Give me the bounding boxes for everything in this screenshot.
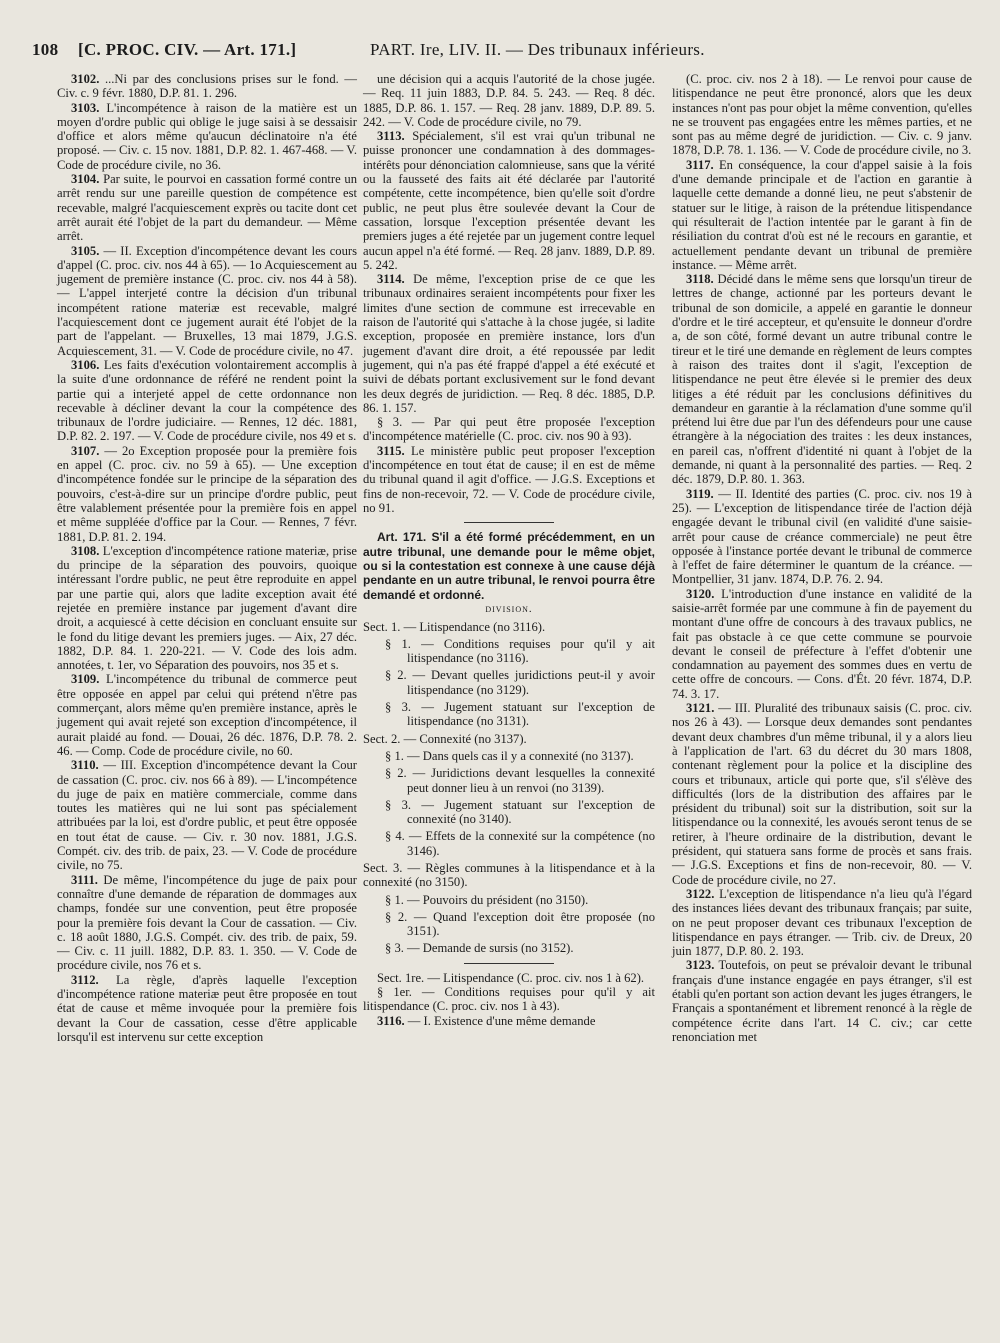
toc-section: Sect. 2. — Connexité (no 3137). [363, 731, 527, 746]
paragraph: 3114. De même, l'exception prise de ce que les tribunaux ordinaires seraient incompétents pour fixer les limites d'une section de commune est irrecevable en raison de l'autorité qui s'attache à la chose jugée, si ladite exception, proposée en première instance, lors d'un jugement d'avant dire droit, a été repoussée par ledit jugement, qui n'a pas été frappé d'appel a été exécuté et suivi de débats portant exclusivement sur le fond devant les deux degrés de juridiction. — Req. 8 déc. 1885, D.P. 86. 1. 157. [363, 272, 655, 415]
paragraph-number: 3122. [686, 886, 715, 901]
paragraph-number: 3108. [71, 543, 100, 558]
toc-section: Sect. 1. — Litispendance (no 3116). [363, 619, 546, 634]
paragraph: 3111. De même, l'incompétence du juge de paix pour connaître d'une demande de réparation de dommages aux champs, fondée sur une convention, peut être proposée pour la première fois devant la Cour de cassation. — Civ. c. 18 août 1880, J.G.S. Compét. civ. des trib. de paix, 59. — Civ. c. 11 juill. 1882, D.P. 83. 1. 350. — V. Code de procédure civile, nos 76 et s. [57, 872, 357, 973]
header-left-title: [C. PROC. CIV. — Art. 171.] [78, 40, 297, 59]
paragraph-number: 3105. [71, 243, 100, 258]
paragraph: 3105. — II. Exception d'incompétence devant les cours d'appel (C. proc. civ. nos 44 à 65). — 1o Acquiescement au jugement de première instance (C. proc. civ. nos 44 à 58). — L'appel interjeté contre la décision d'un tribunal incompétent ratione materiæ est recevable, malgré l'acquiescement dont ce jugement aurait été l'objet de la part de l'appelant. — Bruxelles, 13 mai 1879, J.G.S. Acquiescement, 31. — V. Code de procédure civile, no 47. [57, 243, 357, 358]
toc-subsection: § 1. — Dans quels cas il y a connexité (no 3137). [385, 748, 634, 763]
toc-subsection: § 3. — Demande de sursis (no 3152). [385, 941, 574, 956]
paragraph: 3109. L'incompétence du tribunal de commerce peut être opposée en appel par celui qui prétend n'être pas commerçant, alors même qu'en première instance, après le jugement qui avait rejeté son exception d'incompétence, il aurait plaidé au fond. — Douai, 26 déc. 1876, D.P. 78. 2. 46. — Comp. Code de procédure civile, no 60. [57, 672, 357, 758]
paragraph: 3123. Toutefois, on peut se prévaloir devant le tribunal français d'une instance engagée en pays étranger, s'il est établi qu'en portant son action devant les juges étrangers, le Français a spontanément et librement renoncé à la règle de compétence écrite dans l'art. 14 C. civ.; car cette renonciation met [672, 958, 972, 1044]
division-table-of-contents [363, 620, 655, 956]
paragraph: 3106. Les faits d'exécution volontairement accomplis à la suite d'une ordonnance de référé ne rendent point la partie qui a interjeté appel de cette ordonnance non recevable à décliner devant la cour la compétence des tribunaux de l'ordre judiciaire. — Rennes, 12 déc. 1881, D.P. 82. 2. 197. — V. Code de procédure civile, nos 49 et s. [57, 357, 357, 444]
paragraph: Sect. 1re. — Litispendance (C. proc. civ. nos 1 à 62). [377, 970, 645, 985]
paragraph-number: 3106. [71, 357, 100, 372]
section-rule [464, 522, 554, 523]
paragraph: 3120. L'introduction d'une instance en validité de la saisie-arrêt formée par une commune à fin de payement du montant d'une offre de concours à des travaux publics, ne fait pas obstacle à ce que cette commune se pourvoie devant le conseil de préfecture à l'effet d'obtenir une condamnation au payement des sommes dues en vertu de cette offre de concours. — Cons. d'Ét. 20 févr. 1874, D.P. 74. 3. 17. [672, 586, 972, 701]
paragraph: 3108. L'exception d'incompétence ratione materiæ, prise du principe de la séparation des pouvoirs, quoique intéressant l'ordre public, ne peut être reproduite en appel par une partie qui, alors que ladite exception avait été rejetée en première instance par jugement d'avant dire droit, a acquiescé à cette décision en concluant ensuite sur le fond du litige devant les premiers juges. — Aix, 27 déc. 1882, D.P. 84. 1. 220-221. — V. Code des lois adm. annotées, t. 1er, vo Séparation des pouvoirs, nos 35 et s. [57, 543, 357, 673]
column-middle [363, 72, 655, 1028]
paragraph-number: 3107. [71, 443, 100, 458]
column-left [57, 72, 357, 1044]
article-171-text: Art. 171. S'il a été formé précédemment, en un autre tribunal, une demande pour le même objet, ou si la contestation est connexe à une cause déjà pendante en un autre tribunal, le renvoi pourra être demandé et ordonné. [363, 530, 655, 602]
toc-subsection: § 2. — Quand l'exception doit être proposée (no 3151). [385, 909, 655, 939]
toc-subsection: § 1. — Pouvoirs du président (no 3150). [385, 892, 589, 907]
paragraph: 3104. Par suite, le pourvoi en cassation formé contre un arrêt rendu sur une pareille question de compétence est recevable, malgré l'acquiescement exprès ou tacite dont cet arrêt aurait été l'objet de la part du demandeur. — Même arrêt. [57, 172, 357, 244]
paragraph-number: 3123. [686, 958, 715, 973]
paragraph-number: 3104. [71, 172, 100, 187]
paragraph-number: 3116. [377, 1013, 405, 1028]
paragraph: 3121. — III. Pluralité des tribunaux saisis (C. proc. civ. nos 26 à 43). — Lorsque deux demandes sont pendantes devant deux chambres d'un même tribunal, il y a alors lieu à l'application de l'art. 63 du décret du 30 mars 1808, contenant règlement pour la police et la discipline des cours et tribunaux, article qui porte que, s'il s'élève des difficultés (lors de la distribution des affaires par le président du tribunal) soit sur la distribution, soit sur la litispendance ou la connexité, les avoués seront tenus de se retirer, à l'heure ordinaire de la distribution, devant le président, qui statuera sans forme de procès et sans frais. — J.G.S. Exceptions et fins de non-recevoir, 80. — V. Code de procédure civile, no 27. [672, 701, 972, 887]
paragraph: § 1er. — Conditions requises pour qu'il y ait litispendance (C. proc. civ. nos 1 à 43). [363, 985, 655, 1014]
paragraph-number: 3121. [686, 701, 715, 716]
toc-subsection: § 2. — Juridictions devant lesquelles la connexité peut donner lieu à un renvoi (no 3139). [385, 766, 655, 795]
toc-section: Sect. 3. — Règles communes à la litispendance et à la connexité (no 3150). [363, 860, 655, 890]
paragraph-number: 3114. [377, 272, 405, 287]
paragraph-number: 3109. [71, 672, 100, 687]
paragraph: 3115. Le ministère public peut proposer l'exception d'incompétence en tout état de cause; il en est de même du tribunal quand il agit d'office. — J.G.S. Exceptions et fins de non-recevoir, 72. — V. Code de procédure civile, no 91. [363, 443, 655, 515]
paragraph: 3107. — 2o Exception proposée pour la première fois en appel (C. proc. civ. no 59 à 65). — Une exception d'incompétence fondée sur le principe de la séparation des pouvoirs, c'est-à-dire sur un principe d'ordre public, peut être valablement présentée pour la première fois en appel et même suppléée d'office par la Cour. — Rennes, 7 févr. 1881, D.P. 81. 2. 194. [57, 443, 357, 544]
paragraph: 3102. ...Ni par des conclusions prises sur le fond. — Civ. c. 9 févr. 1880, D.P. 81. 1. 296. [57, 72, 357, 101]
paragraph-number: 3102. [71, 72, 100, 86]
paragraph-number: 3119. [686, 486, 714, 501]
toc-subsection: § 2. — Devant quelles juridictions peut-il y avoir litispendance (no 3129). [385, 668, 655, 697]
paragraph: 3119. — II. Identité des parties (C. proc. civ. nos 19 à 25). — L'exception de litispendance tirée de l'action déjà engagée devant le tribunal civil (en validité d'une saisie-arrêt pour cause de créance commerciale) ne peut être opposée à l'instance portée devant le tribunal de commerce à l'effet de faire déterminer le quantum de la créance. — Montpellier, 31 janv. 1874, D.P. 76. 2. 94. [672, 486, 972, 587]
paragraph-number: 3115. [377, 443, 405, 458]
page-header [32, 40, 972, 66]
division-heading: division. [485, 603, 533, 616]
paragraph: une décision qui a acquis l'autorité de la chose jugée. — Req. 11 juin 1883, D.P. 84. 5. 243. — Req. 8 déc. 1885, D.P. 86. 1. 157. — Req. 28 janv. 1889, D.P. 89. 5. 242. — V. Code de procédure civile, no 79. [363, 72, 655, 129]
toc-subsection: § 3. — Jugement statuant sur l'exception de litispendance (no 3131). [385, 700, 655, 729]
toc-subsection: § 4. — Effets de la connexité sur la compétence (no 3146). [385, 829, 655, 858]
toc-subsection: § 3. — Jugement statuant sur l'exception de connexité (no 3140). [385, 797, 655, 827]
page-number: 108 [32, 40, 59, 59]
column-right [672, 72, 972, 1044]
paragraph-number: 3113. [377, 129, 405, 144]
paragraph: 3116. — I. Existence d'une même demande [377, 1013, 596, 1028]
paragraph: (C. proc. civ. nos 2 à 18). — Le renvoi pour cause de litispendance ne peut être prononcé, alors que les deux instances n'ont pas pour objet la même convention, qu'elles ne se trouvent pas engagées entre les mêmes parties, et ne sont pas au même degré de juridiction. — Civ. c. 9 janv. 1878, D.P. 78. 1. 136. — V. Code de procédure civile, no 3. [672, 72, 972, 158]
paragraph: 3118. Décidé dans le même sens que lorsqu'un tireur de lettres de change, actionné par les porteurs devant le tribunal de son domicile, a appelé en garantie le donneur d'ordre et le tiré accepteur, et qu'ensuite le donneur d'ordre a, de son côté, formé devant un autre tribunal contre le tireur et le tiré une demande en règlement de leurs comptes à raison des traites dont il s'agit, l'exception de litispendance ne peut être élevée si le premier des deux litiges a été réduit par les conclusions définitives du demandeur en garantie à la réclamation d'une somme qu'il prétend lui être due par l'un des défendeurs pour une cause étrangère à la négociation des traites : les deux instances, en pareil cas, n'offrent d'identité ni quant à l'objet de la demande, ni quant à la personnalité des parties. — Req. 2 déc. 1879, D.P. 80. 1. 363. [672, 272, 972, 487]
toc-subsection: § 1. — Conditions requises pour qu'il y ait litispendance (no 3116). [385, 636, 655, 666]
paragraph-number: 3112. [71, 972, 99, 987]
paragraph: 3113. Spécialement, s'il est vrai qu'un tribunal ne puisse prononcer une condamnation à des dommages-intérêts pour dénonciation calomnieuse, sans que la vérité ou la fausseté des faits ait été déclarée par l'autorité compétente, cette incompétence, bien qu'elle soit d'ordre public, ne peut plus être soulevée devant la Cour de cassation, lorsque l'exception présentée devant les premiers juges a été rejetée par un jugement contre lequel aucun appel n'a été formé. — Req. 28 janv. 1889, D.P. 89. 5. 242. [363, 129, 655, 272]
paragraph: 3112. La règle, d'après laquelle l'exception d'incompétence ratione materiæ peut être proposée en tout état de cause et même invoquée pour la première fois devant la Cour de cassation, cesse d'être applicable lorsqu'il est intervenu sur cette exception [57, 972, 357, 1044]
paragraph-number: 3103. [71, 100, 100, 115]
paragraph-number: 3111. [71, 872, 98, 887]
paragraph-number: 3117. [686, 157, 714, 172]
paragraph: 3122. L'exception de litispendance n'a lieu qu'à l'égard des instances liées devant des tribunaux français; par suite, on ne peut proposer devant ces tribunaux l'exception de litispendance en pays étranger. — Trib. civ. de Dreux, 20 juin 1877, D.P. 80. 2. 193. [672, 886, 972, 959]
paragraph-number: 3120. [686, 586, 715, 601]
paragraph: 3110. — III. Exception d'incompétence devant la Cour de cassation (C. proc. civ. nos 66 à 89). — L'incompétence du juge de paix en matière commerciale, comme dans toutes les matières qui ne lui sont pas spécialement attribuées par la loi, est d'ordre public, et peut être opposée en tout état de cause. — Civ. r. 30 nov. 1881, J.G.S. Compét. civ. des trib. de paix, 23. — V. Code de procédure civile, no 75. [57, 758, 357, 873]
toc-rule [464, 963, 554, 964]
paragraph: § 3. — Par qui peut être proposée l'exception d'incompétence matérielle (C. proc. civ. nos 90 à 93). [363, 415, 655, 444]
middle-column-bottom [363, 971, 655, 1028]
paragraph-number: 3118. [686, 272, 714, 287]
header-right-title: PART. Ire, LIV. II. — Des tribunaux inférieurs. [370, 40, 705, 59]
paragraph-number: 3110. [71, 758, 99, 773]
paragraph: 3103. L'incompétence à raison de la matière est un moyen d'ordre public qui oblige le juge saisi à se dessaisir d'office et alors même qu'aucun déclinatoire n'a été proposé. — Civ. c. 15 nov. 1881, D.P. 82. 1. 467-468. — V. Code de procédure civile, no 36. [57, 100, 357, 172]
middle-column-paragraphs [363, 72, 655, 515]
paragraph: 3117. En conséquence, la cour d'appel saisie à la fois d'une demande principale et de l'action en garantie à laquelle cette demande a donné lieu, ne peut s'abstenir de statuer sur le litige, à raison de la prétendue litispendance qui résulterait de l'action intentée par le garant à fin de résiliation du contrat d'où est né le recours en garantie, et actuellement pendante devant un tribunal de première instance. — Même arrêt. [672, 157, 972, 272]
